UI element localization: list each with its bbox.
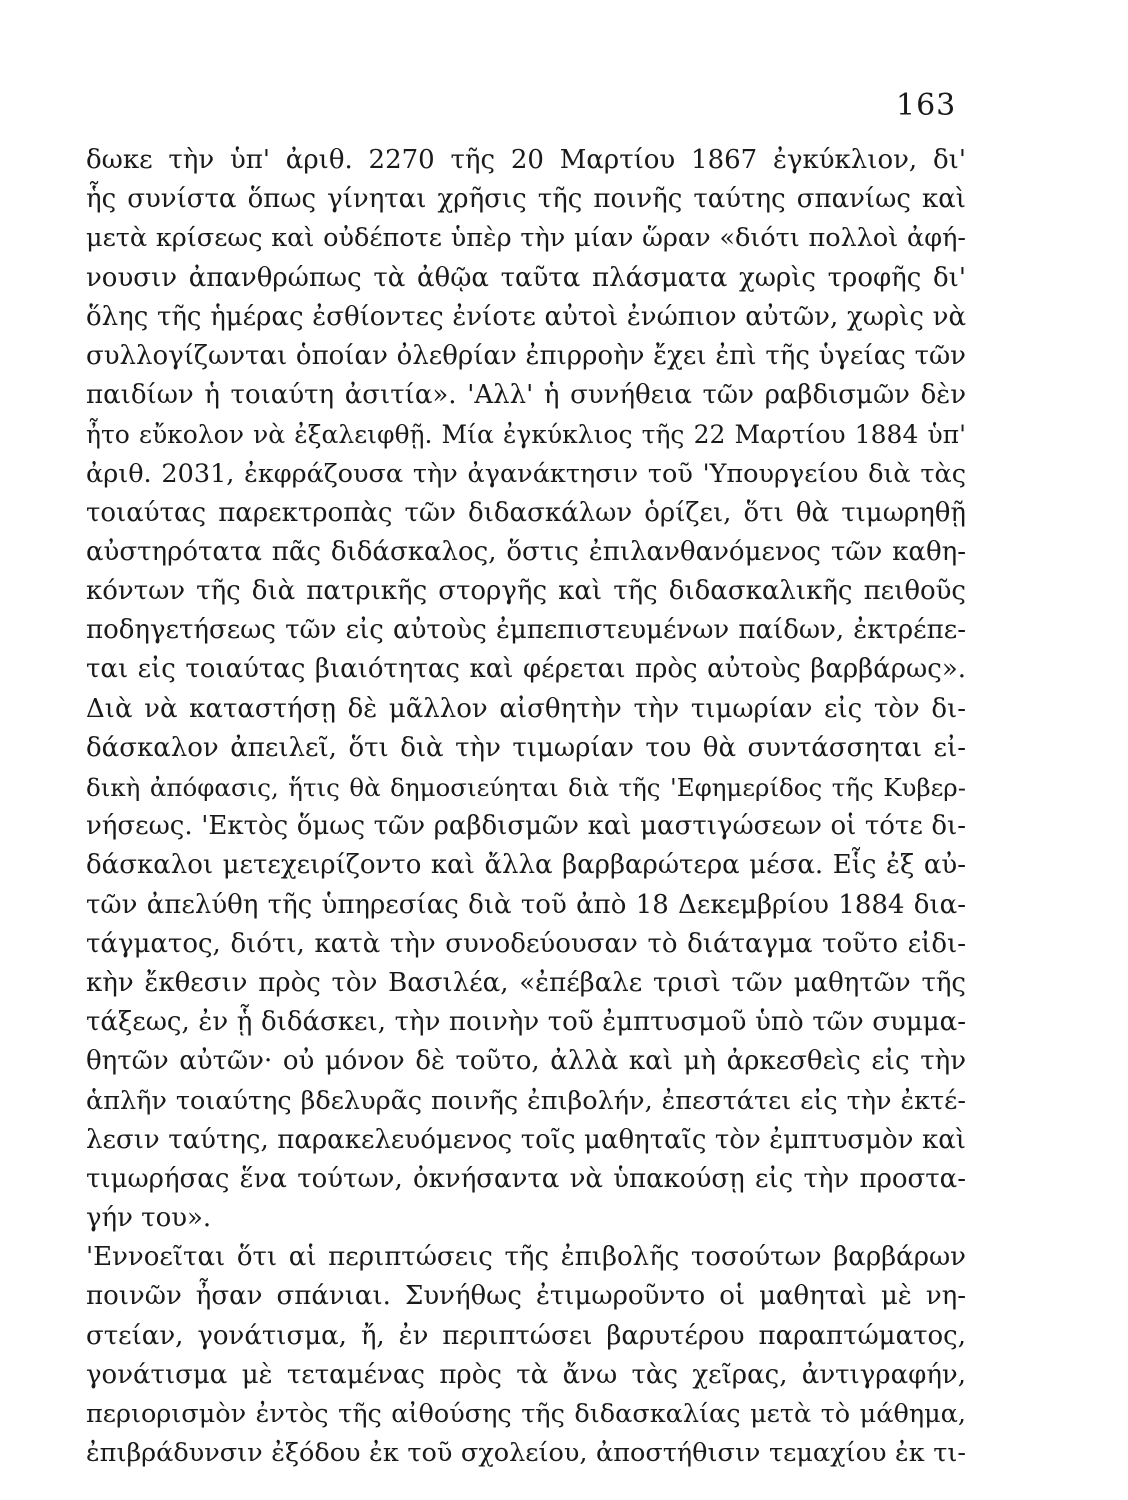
text-line: γονάτισμα μὲ τεταμένας πρὸς τὰ ἄνω τὰς χεῖρας, ἀντιγραφήν, [86,1359,966,1390]
text-line: ἀριθ. 2031, ἐκφράζουσα τὴν ἀγανάκτησιν τοῦ 'Υπουργείου διὰ τὰς [86,458,966,489]
text-line: τάγματος, διότι, κατὰ τὴν συνοδεύουσαν τὸ διάταγμα τοῦτο εἰδι- [86,928,966,959]
text-line: δωκε τὴν ὑπ' ἀριθ. 2270 τῆς 20 Μαρτίου 1867 ἐγκύκλιον, δι' [86,145,966,175]
text-line: συλλογίζωνται ὁποίαν ὀλεθρίαν ἐπιρροὴν ἔχει ἐπὶ τῆς ὑγείας τῶν [86,340,966,371]
text-line: κὴν ἔκθεσιν πρὸς τὸν Βασιλέα, «ἐπέβαλε τρισὶ τῶν μαθητῶν τῆς [86,967,966,998]
text-line: τοιαύτας παρεκτροπὰς τῶν διδασκάλων ὁρίζει, ὅτι θὰ τιμωρηθῇ [86,497,966,528]
text-line: ποδηγετήσεως τῶν εἰς αὐτοὺς ἐμπεπιστευμένων παίδων, ἐκτρέπε- [86,615,966,646]
text-line: μετὰ κρίσεως καὶ οὐδέποτε ὑπὲρ τὴν μίαν ὥραν «διότι πολλοὶ ἀφή- [86,223,966,254]
text-line: τῶν ἀπελύθη τῆς ὑπηρεσίας διὰ τοῦ ἀπὸ 18 Δεκεμβρίου 1884 δια- [86,889,966,920]
text-line: ποινῶν ἦσαν σπάνιαι. Συνήθως ἐτιμωροῦντο οἱ μαθηταὶ μὲ νη- [86,1281,966,1312]
text-line: ἐπιβράδυνσιν ἐξόδου ἐκ τοῦ σχολείου, ἀποστήθισιν τεμαχίου ἐκ τι- [86,1438,966,1469]
text-line: δικὴ ἀπόφασις, ἥτις θὰ δημοσιεύηται διὰ τῆς 'Εφημερίδος τῆς Κυβερ- [86,773,966,802]
text-line: ται εἰς τοιαύτας βιαιότητας καὶ φέρεται πρὸς αὐτοὺς βαρβάρως». [86,654,966,685]
text-line: ἦτο εὔκολον νὰ ἐξαλειφθῇ. Μία ἐγκύκλιος τῆς 22 Μαρτίου 1884 ὑπ' [86,420,966,450]
text-line: γήν του». [86,1203,212,1234]
text-line: κόντων τῆς διὰ πατρικῆς στοργῆς καὶ τῆς διδασκαλικῆς πειθοῦς [86,576,966,607]
text-line: τάξεως, ἐν ᾗ διδάσκει, τὴν ποινὴν τοῦ ἐμπτυσμοῦ ὑπὸ τῶν συμμα- [86,1007,966,1038]
text-line: ὅλης τῆς ἡμέρας ἐσθίοντες ἐνίοτε αὐτοὶ ἐνώπιον αὐτῶν, χωρὶς νὰ [86,301,966,332]
text-line: δάσκαλον ἀπειλεῖ, ὅτι διὰ τὴν τιμωρίαν του θὰ συντάσσηται εἰ- [86,732,966,763]
text-line: Διὰ νὰ καταστήσῃ δὲ μᾶλλον αἰσθητὴν τὴν τιμωρίαν εἰς τὸν δι- [86,693,966,724]
text-line: 'Εννοεῖται ὅτι αἱ περιπτώσεις τῆς ἐπιβολῆς τοσούτων βαρβάρων [86,1242,966,1273]
text-line: περιορισμὸν ἐντὸς τῆς αἰθούσης τῆς διδασκαλίας μετὰ τὸ μάθημα, [86,1399,966,1429]
text-line: ἁπλῆν τοιαύτης βδελυρᾶς ποινῆς ἐπιβολήν, ἐπεστάτει εἰς τὴν ἐκτέ- [86,1085,966,1116]
text-line: παιδίων ἡ τοιαύτη ἀσιτία». 'Αλλ' ἡ συνήθεια τῶν ραβδισμῶν δὲν [86,380,966,411]
text-line: ἧς συνίστα ὅπως γίνηται χρῆσις τῆς ποινῆς ταύτης σπανίως καὶ [86,184,966,215]
text-line: δάσκαλοι μετεχειρίζοντο καὶ ἄλλα βαρβαρώτερα μέσα. Εἷς ἐξ αὐ- [86,850,966,881]
text-line: νουσιν ἀπανθρώπως τὰ ἀθῷα ταῦτα πλάσματα χωρὶς τροφῆς δι' [86,262,966,293]
page-number: 163 [896,88,957,123]
text-line: λεσιν ταύτης, παρακελευόμενος τοῖς μαθηταῖς τὸν ἐμπτυσμὸν καὶ [86,1124,966,1155]
text-line: αὐστηρότατα πᾶς διδάσκαλος, ὅστις ἐπιλανθανόμενος τῶν καθη- [86,536,966,567]
text-line: νήσεως. 'Εκτὸς ὅμως τῶν ραβδισμῶν καὶ μαστιγώσεων οἱ τότε δι- [86,811,966,842]
text-line: τιμωρήσας ἕνα τούτων, ὀκνήσαντα νὰ ὑπακούσῃ εἰς τὴν προστα- [86,1163,966,1194]
body-text [86,141,966,1473]
text-line: θητῶν αὐτῶν· οὐ μόνον δὲ τοῦτο, ἀλλὰ καὶ μὴ ἀρκεσθεὶς εἰς τὴν [86,1046,966,1077]
text-line: στείαν, γονάτισμα, ἤ, ἐν περιπτώσει βαρυτέρου παραπτώματος, [86,1320,966,1351]
